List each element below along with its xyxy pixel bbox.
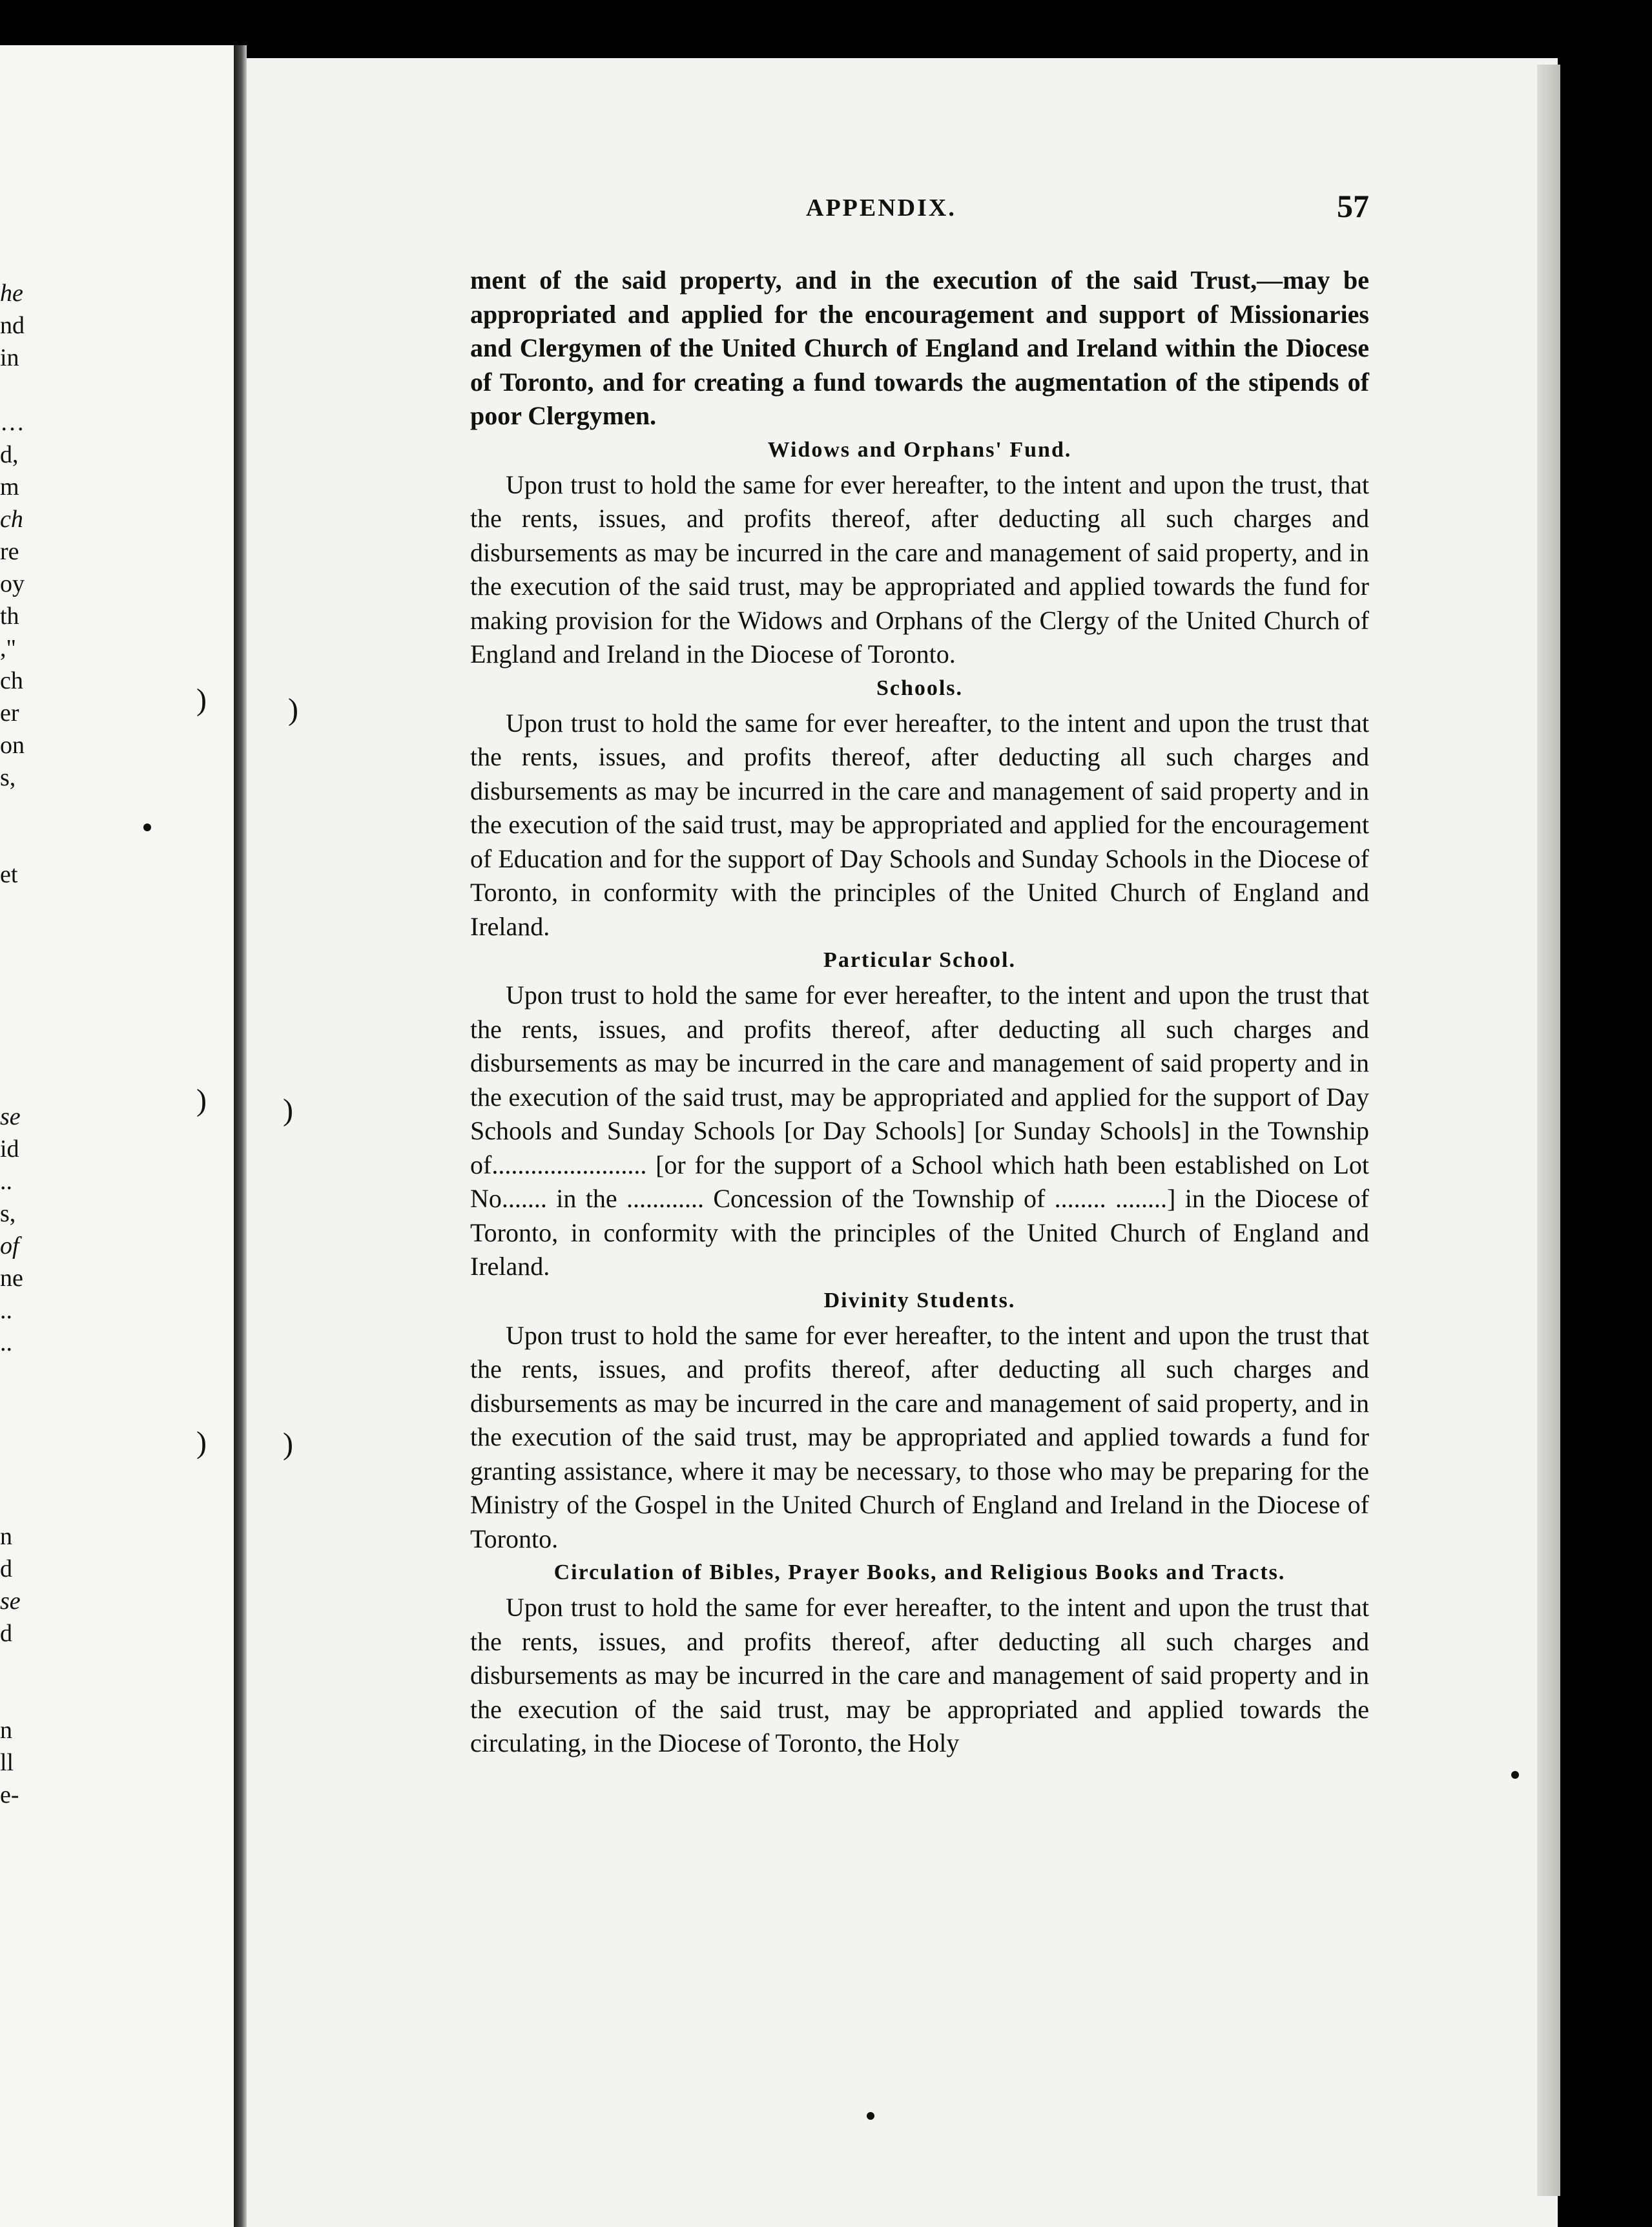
left-page-fragment: d [0,1620,12,1647]
left-page-fragment: .. [0,1297,12,1324]
left-page-fragments [0,45,52,2227]
bracket-mark: ) [196,1425,207,1460]
bracket-mark: ) [196,1083,207,1117]
left-page-fragment: e- [0,1781,19,1808]
section-heading: Schools. [876,676,964,700]
section-body: ment of the said property, and in the execution of the said Trust,—may be appropriated and applied for the encouragement and support of Missionaries and Clergymen of the United Church of England and Ireland within the Diocese of Toronto, and for creating a fund towards the augmentation of the stipends of poor Clergymen. [470,265,1369,430]
left-page-fragment: .. [0,1329,12,1356]
section-body: Upon trust to hold the same for ever hereafter, to the intent and upon the trust that the rents, issues, and profits thereof, after deducting all such charges and disbursements as may be incurred in the care and management of said property and in the execution of the said trust, may be appropriated and applied for the support of Day Schools and Sunday Schools [or Day Schools] [or Sunday Schools] in the Township of........................ [or for the support of a School which hath been established on Lot No....... in the ............ Concession of the Township of ........ ........] in the Diocese of Toronto, in conformity with the principles of the United Church of England and Ireland. [470,980,1369,1281]
left-page-fragment: d, [0,441,19,468]
left-page-fragment: on [0,732,25,759]
left-page-fragment: ," [0,635,17,662]
section-heading: Widows and Orphans' Fund. [767,437,1072,462]
left-page-fragment: of [0,1232,19,1259]
page-number: 57 [1337,188,1369,224]
section-widows-orphans-fund [470,435,1369,672]
left-page-fragment: se [0,1103,21,1130]
stray-dot [867,2112,874,2120]
stray-dot [1511,1771,1519,1779]
left-page-fragment: in [0,344,19,371]
left-page-fragment: n [0,1717,12,1744]
bracket-mark: ) [288,692,298,727]
left-page [0,45,234,2227]
running-head [470,188,1369,233]
section-heading: Circulation of Bibles, Prayer Books, and Religious Books and Tracts. [553,1560,1286,1584]
section-body: Upon trust to hold the same for ever hereafter, to the intent and upon the trust that the rents, issues, and profits thereof, after deducting all such charges and disbursements as may be incurred in the care and management of said property, and in the execution of the said trust, may be appropriated and applied towards a fund for granting assistance, where it may be necessary, to those who may be preparing for the Ministry of the Gospel in the United Church of England and Ireland in the Diocese of Toronto. [470,1320,1369,1553]
bracket-mark: ) [283,1093,293,1127]
left-page-fragment: m [0,473,19,501]
left-page-fragment: th [0,603,19,630]
left-page-fragment: ch [0,506,23,533]
page-content [470,188,1369,1761]
bracket-mark: ) [283,1427,293,1461]
section-divinity-students [470,1285,1369,1557]
stray-dot [143,823,151,831]
section-body: Upon trust to hold the same for ever hereafter, to the intent and upon the trust, that the rents, issues, and profits thereof, after deducting all such charges and disbursements as may be incurred in the care and management of said property, and in the execution of the said trust, may be appropriated and applied towards the fund for making provision for the Widows and Orphans of the Clergy of the United Church of England and Ireland in the Diocese of Toronto. [470,470,1369,668]
left-page-fragment: id [0,1135,19,1163]
section-circulation-bibles [470,1557,1369,1761]
section-body: Upon trust to hold the same for ever hereafter, to the intent and upon the trust that the rents, issues, and profits thereof, after deducting all such charges and disbursements as may be incurred in the care and management of said property and in the execution of the said trust, may be appropriated and applied for the encouragement of Education and for the support of Day Schools and Sunday Schools in the Diocese of Toronto, in conformity with the principles of the United Church of England and Ireland. [470,708,1369,941]
scan-border [1560,58,1652,2227]
left-page-fragment: et [0,861,18,888]
left-page-fragment: er [0,699,19,727]
bracket-mark: ) [196,683,207,717]
left-page-fragment: ne [0,1265,23,1292]
left-page-fragment: s, [0,764,16,791]
left-page-fragment: se [0,1588,21,1615]
section-schools [470,673,1369,944]
left-page-fragment: .. [0,1168,12,1195]
section-particular-school [470,945,1369,1284]
left-page-fragment: s, [0,1200,16,1227]
section-heading: Divinity Students. [823,1288,1016,1312]
book-gutter [234,45,247,2227]
running-head-title: APPENDIX. [806,194,956,222]
left-page-fragment: he [0,280,23,307]
left-page-fragment: re [0,538,19,565]
section-trust-continuation [470,264,1369,433]
left-page-fragment: ch [0,667,23,694]
section-heading: Particular School. [823,948,1016,972]
left-page-fragment: d [0,1555,12,1582]
left-page-fragment: oy [0,570,25,597]
left-page-fragment: … [0,409,25,436]
page-edge [1537,65,1560,2196]
left-page-fragment: nd [0,312,25,339]
section-body: Upon trust to hold the same for ever hereafter, to the intent and upon the trust that the rents, issues, and profits thereof, after deducting all such charges and disbursements as may be incurred in the care and management of said property and in the execution of the said trust, may be appropriated and applied towards the circulating, in the Diocese of Toronto, the Holy [470,1593,1369,1757]
left-page-fragment: ll [0,1749,14,1776]
left-page-fragment: n [0,1523,12,1550]
